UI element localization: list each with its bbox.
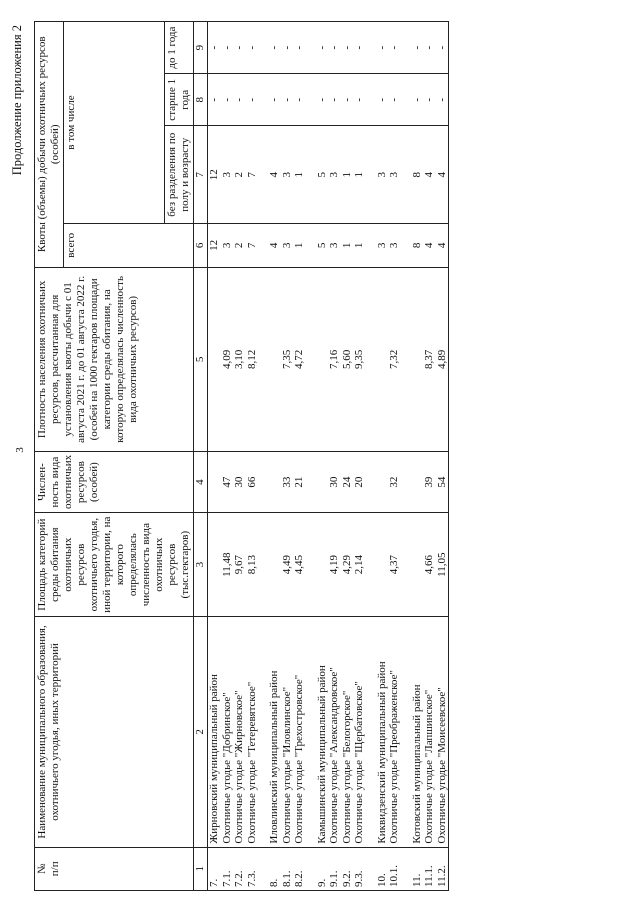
- table-row: [423, 22, 436, 891]
- row-no-sex: 12: [208, 126, 221, 224]
- row-density: 7,32: [388, 267, 401, 452]
- row-density: [411, 267, 424, 452]
- row-number: 7.: [208, 847, 221, 890]
- row-older: -: [208, 74, 221, 126]
- row-older: -: [316, 74, 329, 126]
- row-number: 9.: [316, 847, 329, 890]
- row-older: -: [411, 74, 424, 126]
- row-younger: -: [411, 22, 424, 74]
- row-name: Охотничье угодье "Александровское": [328, 617, 341, 847]
- row-count: 21: [293, 452, 306, 513]
- row-total: 5: [316, 224, 329, 267]
- table-row: [341, 22, 354, 891]
- row-older: -: [388, 74, 401, 126]
- table-row: [328, 22, 341, 891]
- row-area: 4,37: [388, 513, 401, 617]
- row-total: 1: [353, 224, 366, 267]
- row-name: Киквидзенский муниципальный район: [376, 617, 389, 847]
- quota-table: [34, 21, 449, 891]
- group-gap: [401, 22, 411, 891]
- column-number: 9: [194, 22, 208, 74]
- group-gap: [306, 22, 316, 891]
- row-count: 54: [436, 452, 449, 513]
- row-younger: -: [423, 22, 436, 74]
- row-younger: -: [268, 22, 281, 74]
- row-no-sex: 3: [328, 126, 341, 224]
- row-density: 4,72: [293, 267, 306, 452]
- row-number: 7.3.: [246, 847, 259, 890]
- row-count: [208, 452, 221, 513]
- row-count: 39: [423, 452, 436, 513]
- row-count: [411, 452, 424, 513]
- row-count: 24: [341, 452, 354, 513]
- row-area: 9,67: [233, 513, 246, 617]
- row-density: [268, 267, 281, 452]
- row-no-sex: 2: [233, 126, 246, 224]
- row-no-sex: 7: [246, 126, 259, 224]
- row-younger: -: [233, 22, 246, 74]
- row-density: 8,37: [423, 267, 436, 452]
- row-total: 3: [281, 224, 294, 267]
- row-younger: -: [376, 22, 389, 74]
- row-older: -: [376, 74, 389, 126]
- row-no-sex: 4: [423, 126, 436, 224]
- row-no-sex: 3: [388, 126, 401, 224]
- table-row: [436, 22, 449, 891]
- row-area: 2,14: [353, 513, 366, 617]
- table-row: [388, 22, 401, 891]
- row-count: [376, 452, 389, 513]
- row-total: 3: [328, 224, 341, 267]
- row-area: 11,05: [436, 513, 449, 617]
- header-no-sex: без разделения по полу и возрасту: [165, 126, 194, 224]
- row-older: -: [281, 74, 294, 126]
- row-no-sex: 1: [353, 126, 366, 224]
- row-number: 7.1.: [221, 847, 234, 890]
- row-number: 11.2.: [436, 847, 449, 890]
- district-row: [268, 22, 281, 891]
- row-area: 4,19: [328, 513, 341, 617]
- row-older: -: [233, 74, 246, 126]
- row-density: 4,09: [221, 267, 234, 452]
- column-number: 7: [194, 126, 208, 224]
- table-row: [353, 22, 366, 891]
- row-area: [208, 513, 221, 617]
- row-area: 4,49: [281, 513, 294, 617]
- row-name: Охотничье угодье "Тетеревятское": [246, 617, 259, 847]
- row-no-sex: 1: [341, 126, 354, 224]
- row-number: 9.3.: [353, 847, 366, 890]
- row-younger: -: [246, 22, 259, 74]
- row-total: 12: [208, 224, 221, 267]
- row-younger: -: [316, 22, 329, 74]
- row-name: Охотничье угодье "Иловлинское": [281, 617, 294, 847]
- page-number: 3: [14, 447, 26, 453]
- row-name: Котовский муниципальный район: [411, 617, 424, 847]
- row-density: 3,10: [233, 267, 246, 452]
- group-gap: [258, 22, 268, 891]
- row-number: 11.1.: [423, 847, 436, 890]
- row-older: -: [268, 74, 281, 126]
- row-name: Охотничье угодье "Белогорское": [341, 617, 354, 847]
- row-older: -: [246, 74, 259, 126]
- header-younger: до 1 года: [165, 22, 194, 74]
- row-younger: -: [436, 22, 449, 74]
- row-number: 9.1.: [328, 847, 341, 890]
- row-count: 20: [353, 452, 366, 513]
- row-no-sex: 3: [221, 126, 234, 224]
- table-row: [233, 22, 246, 891]
- row-name: Охотничье угодье "Трехостровское": [293, 617, 306, 847]
- row-total: 4: [436, 224, 449, 267]
- table-row: [246, 22, 259, 891]
- row-density: 8,12: [246, 267, 259, 452]
- row-total: 4: [268, 224, 281, 267]
- row-no-sex: 1: [293, 126, 306, 224]
- header-area: Площадь категорий среды обитания охотничьих ресурсов охотничьего угодья, иной территории, на которого определялась численность вида охотничьих ресурсов (тыс.гектаров): [35, 513, 194, 617]
- row-no-sex: 3: [376, 126, 389, 224]
- header-older: старше 1 года: [165, 74, 194, 126]
- row-younger: -: [341, 22, 354, 74]
- header-incl: в том числе: [64, 22, 165, 224]
- row-count: [316, 452, 329, 513]
- district-row: [376, 22, 389, 891]
- row-no-sex: 5: [316, 126, 329, 224]
- row-count: 33: [281, 452, 294, 513]
- row-older: -: [353, 74, 366, 126]
- row-count: [268, 452, 281, 513]
- row-younger: -: [293, 22, 306, 74]
- row-density: 4,89: [436, 267, 449, 452]
- row-older: -: [221, 74, 234, 126]
- row-total: 7: [246, 224, 259, 267]
- row-count: 30: [328, 452, 341, 513]
- row-name: Иловлинский муниципальный район: [268, 617, 281, 847]
- row-area: 4,29: [341, 513, 354, 617]
- row-younger: -: [281, 22, 294, 74]
- row-older: -: [423, 74, 436, 126]
- row-total: 3: [388, 224, 401, 267]
- header-num: № п/п: [35, 847, 194, 890]
- row-density: 7,16: [328, 267, 341, 452]
- row-older: -: [436, 74, 449, 126]
- header-density: Плотность населения охотничьих ресурсов, рассчитанная для установления квоты добычи с 01 августа 2021 г. до 01 августа 2022 г. (особей на 1000 гектаров площади категории среды обитания, на которую определялась численность вида охотничьих ресурсов): [35, 267, 194, 452]
- row-number: 9.2.: [341, 847, 354, 890]
- row-total: 2: [233, 224, 246, 267]
- table-row: [293, 22, 306, 891]
- row-name: Охотничье угодье "Жирновское": [233, 617, 246, 847]
- row-no-sex: 3: [281, 126, 294, 224]
- column-number: 2: [194, 617, 208, 847]
- column-numbers-row: [194, 22, 208, 891]
- column-number: 4: [194, 452, 208, 513]
- row-total: 1: [293, 224, 306, 267]
- row-name: Охотничье угодье "Щербатовское": [353, 617, 366, 847]
- row-name: Охотничье угодье "Преображенское": [388, 617, 401, 847]
- district-row: [208, 22, 221, 891]
- row-density: 9,35: [353, 267, 366, 452]
- row-area: [411, 513, 424, 617]
- row-area: [316, 513, 329, 617]
- column-number: 6: [194, 224, 208, 267]
- row-no-sex: 8: [411, 126, 424, 224]
- row-younger: -: [388, 22, 401, 74]
- row-younger: -: [208, 22, 221, 74]
- header-total: всего: [64, 224, 194, 267]
- row-older: -: [341, 74, 354, 126]
- row-name: Жирновский муниципальный район: [208, 617, 221, 847]
- row-area: [376, 513, 389, 617]
- row-density: 5,60: [341, 267, 354, 452]
- row-older: -: [328, 74, 341, 126]
- continuation-title: Продолжение приложения 2: [10, 25, 24, 176]
- row-name: Охотничье угодье "Моисеевское": [436, 617, 449, 847]
- row-number: 8.2.: [293, 847, 306, 890]
- row-no-sex: 4: [268, 126, 281, 224]
- row-number: 8.1.: [281, 847, 294, 890]
- row-no-sex: 4: [436, 126, 449, 224]
- row-area: [268, 513, 281, 617]
- row-older: -: [293, 74, 306, 126]
- table-row: [221, 22, 234, 891]
- row-number: 8.: [268, 847, 281, 890]
- row-number: 11.: [411, 847, 424, 890]
- row-area: 8,13: [246, 513, 259, 617]
- column-number: 5: [194, 267, 208, 452]
- column-number: 3: [194, 513, 208, 617]
- row-area: 4,66: [423, 513, 436, 617]
- row-name: Охотничье угодье "Добринское": [221, 617, 234, 847]
- row-number: 7.2.: [233, 847, 246, 890]
- row-younger: -: [221, 22, 234, 74]
- row-total: 3: [376, 224, 389, 267]
- row-name: Охотничье угодье "Лапшинское": [423, 617, 436, 847]
- row-number: 10.1.: [388, 847, 401, 890]
- row-younger: -: [328, 22, 341, 74]
- row-total: 3: [221, 224, 234, 267]
- header-name: Наименование муниципального образования, охотничьего угодья, иных территорий: [35, 617, 194, 847]
- row-area: 11,48: [221, 513, 234, 617]
- row-total: 4: [423, 224, 436, 267]
- header-quota: Квоты (объемы) добычи охотничьих ресурсов (особей): [35, 22, 64, 268]
- row-younger: -: [353, 22, 366, 74]
- row-density: [208, 267, 221, 452]
- row-total: 8: [411, 224, 424, 267]
- row-density: 7,35: [281, 267, 294, 452]
- row-name: Камышинский муниципальный район: [316, 617, 329, 847]
- header-count: Числен-ность вида охотничьих ресурсов (особей): [35, 452, 194, 513]
- district-row: [411, 22, 424, 891]
- district-row: [316, 22, 329, 891]
- table-body: [208, 22, 449, 891]
- row-count: 30: [233, 452, 246, 513]
- group-gap: [366, 22, 376, 891]
- row-count: 66: [246, 452, 259, 513]
- column-number: 8: [194, 74, 208, 126]
- row-density: [376, 267, 389, 452]
- row-count: 47: [221, 452, 234, 513]
- row-total: 1: [341, 224, 354, 267]
- column-number: 1: [194, 847, 208, 890]
- row-area: 4,45: [293, 513, 306, 617]
- row-count: 32: [388, 452, 401, 513]
- table-row: [281, 22, 294, 891]
- row-number: 10.: [376, 847, 389, 890]
- row-density: [316, 267, 329, 452]
